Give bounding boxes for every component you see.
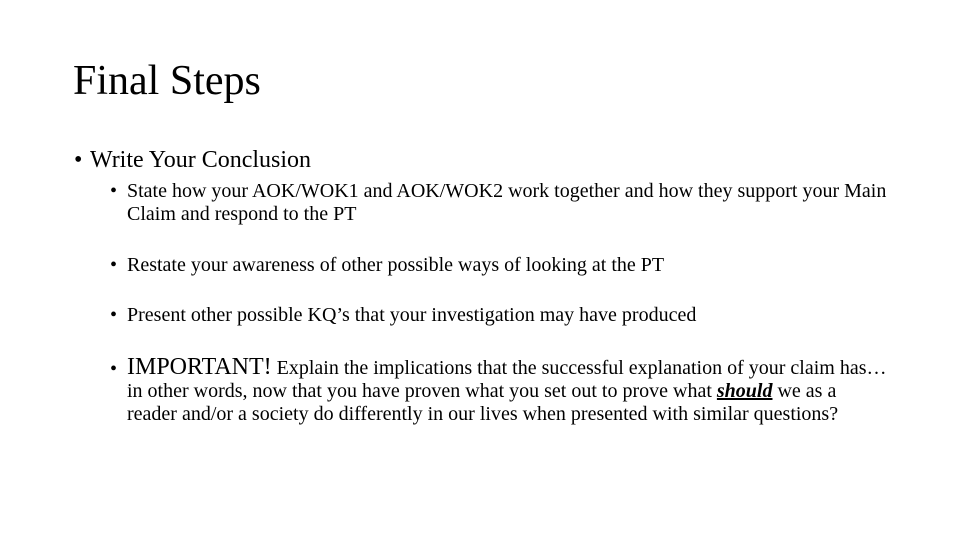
sub-bullet-3-text: Present other possible KQ’s that your investigation may have produced (127, 304, 697, 326)
sub-bullet-1 (110, 180, 890, 226)
bullet-icon: • (74, 147, 83, 173)
bullet-icon: • (110, 358, 118, 380)
sub-bullet-4-text (127, 356, 890, 426)
main-bullet (74, 145, 311, 175)
sub-bullet-4 (110, 356, 890, 426)
bullet-icon: • (110, 254, 118, 276)
sub-bullet-2 (110, 254, 890, 277)
sub-bullet-3 (110, 304, 890, 327)
sub-bullet-4-part2: we as a reader and/or a society do differently in our lives when presented with similar questions? (127, 380, 839, 425)
main-bullet-text: Write Your Conclusion (90, 147, 312, 173)
bullet-icon: • (110, 180, 118, 202)
important-label: IMPORTANT! (127, 354, 272, 380)
sub-bullet-2-text: Restate your awareness of other possible ways of looking at the PT (127, 254, 665, 276)
sub-bullet-4-part1: Explain the implications that the successful explanation of your claim has…in other words, now that you have proven what you set out to prove what (127, 357, 887, 402)
slide-title: Final Steps (73, 58, 261, 104)
emphasis-should: should (716, 380, 773, 402)
sub-bullet-1-text: State how your AOK/WOK1 and AOK/WOK2 work together and how they support your Main Claim and respond to the PT (127, 180, 887, 225)
bullet-icon: • (110, 304, 118, 326)
